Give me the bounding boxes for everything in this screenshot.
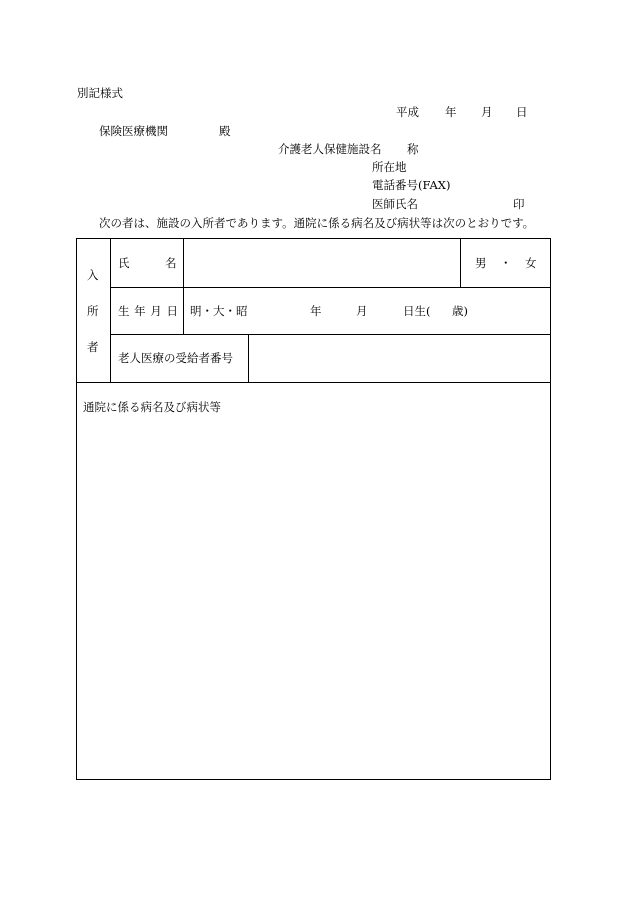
intro-text: 次の者は、施設の入所者であります。通院に係る病名及び病状等は次のとおりです。 [99,216,535,230]
name-label-b: 名 [165,256,177,270]
age-suffix: 歳) [452,304,468,318]
side-header-divider [110,238,111,382]
date-year-unit: 年 [445,105,457,119]
row-divider-name [110,287,551,288]
date-day-unit: 日 [516,105,528,119]
seal-mark: 印 [513,197,525,211]
date-month-unit: 月 [481,105,493,119]
side-header-char-1: 入 [87,268,99,282]
condition-label: 通院に係る病名及び病状等 [83,400,221,414]
sex-separator: ・ [500,256,512,270]
facility-address-label: 所在地 [372,160,407,174]
birth-date-label: 生 年 月 日 [118,304,179,318]
side-header-char-2: 所 [87,304,99,318]
sex-male[interactable]: 男 [475,256,487,270]
birth-month-unit: 月 [356,304,368,318]
doctor-name-label: 医師氏名 [372,197,418,211]
name-label-a: 氏 [118,256,130,270]
date-era: 平成 [396,105,419,119]
era-options[interactable]: 明・大・昭 [190,304,248,318]
sex-column-divider [460,238,461,287]
side-header-char-3: 者 [87,340,99,354]
facility-name-label-end: 称 [407,142,419,156]
recipient-number-label: 老人医療の受給者番号 [118,351,233,365]
recipient-label: 保険医療機関 [99,124,168,138]
row-divider-birth [110,334,551,335]
form-label: 別記様式 [77,86,123,100]
facility-phone-label: 電話番号(FAX) [372,178,451,192]
recipient-number-field[interactable] [252,337,548,380]
condition-field[interactable] [80,420,548,776]
recipient-honorific: 殿 [219,124,231,138]
birth-day-unit: 日生( [403,304,431,318]
facility-name-label: 介護老人保健施設名 [278,142,382,156]
sex-female[interactable]: 女 [525,256,537,270]
label-column-divider [183,238,184,334]
row-divider-resident [76,382,551,383]
number-label-divider [248,334,249,382]
birth-year-unit: 年 [310,304,322,318]
name-field[interactable] [188,241,458,285]
